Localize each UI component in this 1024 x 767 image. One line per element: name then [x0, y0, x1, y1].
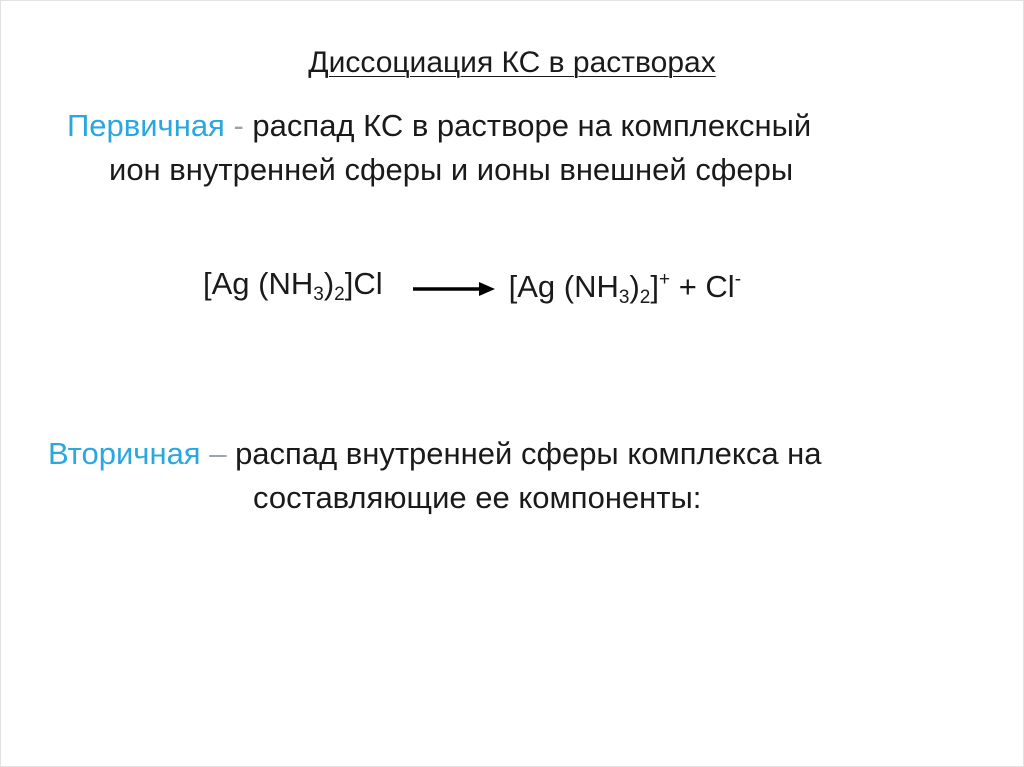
product-charge-minus: -	[734, 269, 742, 290]
product-part-d: + Cl	[670, 269, 735, 304]
dissociation-equation	[203, 258, 741, 320]
reactant-part-b: )	[323, 265, 335, 301]
equation-products	[509, 258, 741, 320]
secondary-definition-line-2: составляющие ее компоненты:	[253, 480, 702, 515]
product-part-a: [Ag (NH	[508, 269, 619, 304]
secondary-definition-line-1: распад внутренней сферы комплекса на	[235, 436, 822, 471]
primary-dissociation-paragraph	[67, 104, 811, 192]
product-subscript-2: 2	[639, 287, 651, 308]
primary-definition-line-2: ион внутренней сферы и ионы внешней сферы	[109, 152, 794, 187]
product-part-c: ]	[650, 269, 659, 304]
product-subscript-3: 3	[618, 287, 630, 308]
secondary-line-1	[48, 436, 822, 471]
reactant-part-c: ]Cl	[344, 265, 383, 301]
reactant-subscript-2: 2	[334, 283, 345, 305]
primary-term: Первичная	[67, 108, 225, 143]
equation-reactant	[203, 262, 383, 317]
reactant-subscript-3: 3	[313, 283, 324, 305]
primary-dash: -	[224, 108, 253, 143]
secondary-term: Вторичная	[48, 436, 201, 471]
slide-title: Диссоциация КС в растворах	[308, 46, 716, 79]
product-charge-plus: +	[658, 269, 671, 290]
secondary-dash: –	[200, 436, 236, 471]
primary-line-1	[67, 108, 811, 143]
primary-definition-line-1: распад КС в растворе на комплексный	[252, 108, 812, 143]
reaction-arrow-icon	[413, 279, 495, 299]
secondary-dissociation-paragraph	[48, 432, 822, 520]
product-part-b: )	[629, 269, 640, 304]
reactant-part-a: [Ag (NH	[203, 265, 314, 301]
